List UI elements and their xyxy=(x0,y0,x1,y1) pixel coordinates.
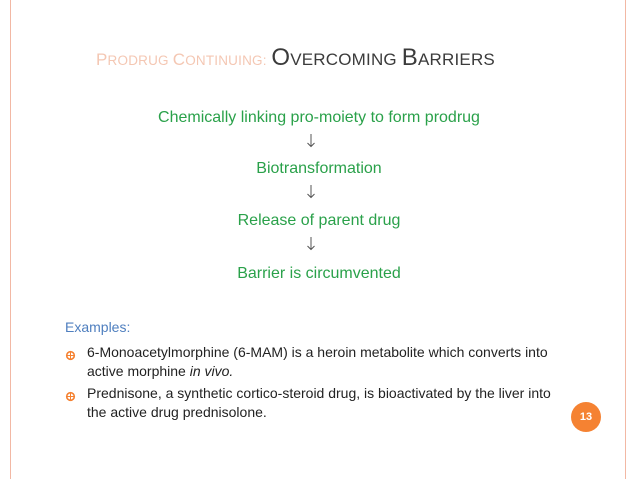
flow-step-2: Biotransformation xyxy=(256,160,382,177)
flow-step-3: Release of parent drug xyxy=(237,212,401,229)
down-arrow-icon xyxy=(306,185,316,199)
slide-title xyxy=(96,44,616,72)
down-arrow-icon xyxy=(306,237,316,251)
title-prefix: PRODRUG CONTINUING: xyxy=(96,50,267,69)
bullet-text: Prednisone, a synthetic cortico-steroid drug, is bioactivated by the liver into the active drug prednisolone. xyxy=(87,385,551,420)
flow-step-4: Barrier is circumvented xyxy=(237,265,401,282)
list-item xyxy=(65,343,570,381)
title-main: OVERCOMING BARRIERS xyxy=(271,44,495,71)
bullet-text: 6-Monoacetylmorphine (6-MAM) is a heroin metabolite which converts into active morphine in vivo. xyxy=(87,344,548,379)
examples-label: Examples: xyxy=(65,319,131,335)
page-number-badge: 13 xyxy=(571,402,601,432)
down-arrow-icon xyxy=(306,134,316,148)
bullet-icon xyxy=(65,347,76,358)
list-item xyxy=(65,384,570,422)
bullet-icon xyxy=(65,388,76,399)
flow-step-1: Chemically linking pro-moiety to form prodrug xyxy=(158,109,480,126)
